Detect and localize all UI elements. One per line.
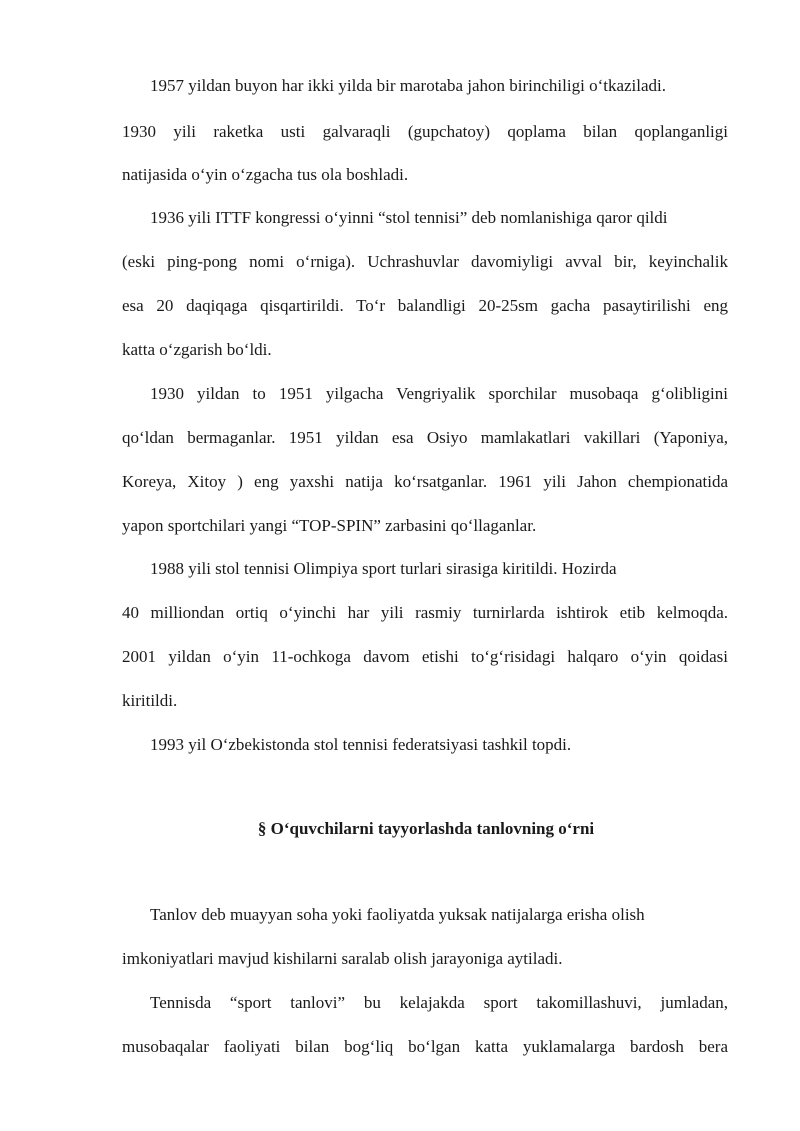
paragraph-1-line-1: 1957 yildan buyon har ikki yilda bir marotaba jahon birinchiligi o‘tkaziladi.: [150, 76, 667, 95]
paragraph-4-line-3: 2001 yildan o‘yin 11-ochkoga davom etishi to‘g‘risidagi halqaro o‘yin qoidasi: [122, 647, 728, 666]
paragraph-2-line-3: esa 20 daqiqaga qisqartirildi. To‘r balandligi 20-25sm gacha pasaytirilishi eng: [122, 296, 728, 315]
paragraph-3-line-4: yapon sportchilari yangi “TOP-SPIN” zarbasini qo‘llaganlar.: [122, 516, 537, 535]
paragraph-7-line-2: musobaqalar faoliyati bilan bog‘liq bo‘lgan katta yuklamalarga bardosh bera: [122, 1037, 728, 1056]
paragraph-6-line-1: Tanlov deb muayyan soha yoki faoliyatda yuksak natijalarga erisha olish: [150, 905, 645, 924]
paragraph-2-line-1: 1936 yili ITTF kongressi o‘yinni “stol tennisi” deb nomlanishiga qaror qildi: [150, 208, 668, 227]
paragraph-7-line-1: Tennisda “sport tanlovi” bu kelajakda sport takomillashuvi, jumladan,: [150, 993, 728, 1012]
paragraph-2-line-2: (eski ping-pong nomi o‘rniga). Uchrashuvlar davomiyligi avval bir, keyinchalik: [122, 252, 728, 271]
section-heading: § O‘quvchilarni tayyorlashda tanlovning o‘rni: [257, 819, 595, 838]
paragraph-1-line-2: 1930 yili raketka usti galvaraqli (gupchatoy) qoplama bilan qoplanganligi: [122, 122, 728, 141]
paragraph-4-line-2: 40 milliondan ortiq o‘yinchi har yili rasmiy turnirlarda ishtirok etib kelmoqda.: [122, 603, 728, 622]
paragraph-2-line-4: katta o‘zgarish bo‘ldi.: [122, 340, 272, 359]
paragraph-5-line-1: 1993 yil O‘zbekistonda stol tennisi federatsiyasi tashkil topdi.: [150, 735, 572, 754]
paragraph-6-line-2: imkoniyatlari mavjud kishilarni saralab olish jarayoniga aytiladi.: [122, 949, 563, 968]
paragraph-1-line-3: natijasida o‘yin o‘zgacha tus ola boshladi.: [122, 165, 409, 184]
paragraph-4-line-1: 1988 yili stol tennisi Olimpiya sport turlari sirasiga kiritildi. Hozirda: [150, 559, 617, 578]
paragraph-4-line-4: kiritildi.: [122, 691, 178, 710]
paragraph-3-line-1: 1930 yildan to 1951 yilgacha Vengriyalik sporchilar musobaqa g‘olibligini: [150, 384, 728, 403]
paragraph-3-line-3: Koreya, Xitoy ) eng yaxshi natija ko‘rsatganlar. 1961 yili Jahon chempionatida: [122, 472, 728, 491]
paragraph-3-line-2: qo‘ldan bermaganlar. 1951 yildan esa Osiyo mamlakatlari vakillari (Yaponiya,: [122, 428, 728, 447]
